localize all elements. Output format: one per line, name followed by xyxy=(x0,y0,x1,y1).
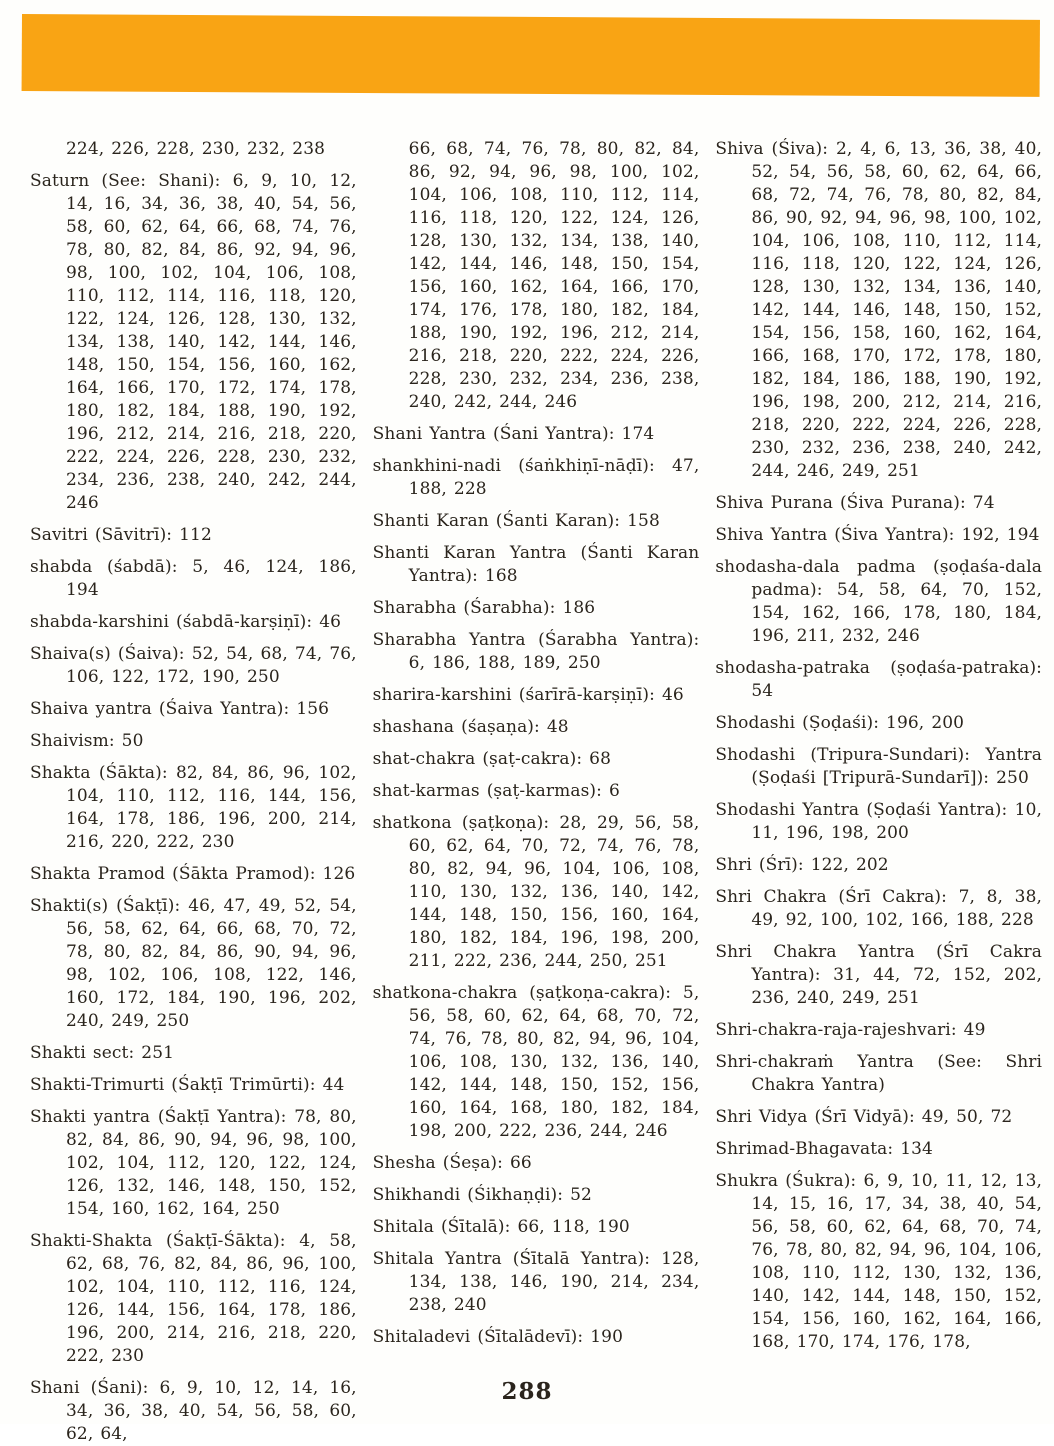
index-entry: sharira-karshini (śarīrā-karṣiṇī): 46 xyxy=(372,685,684,705)
index-entry: shatkona-chakra (ṣaṭkoṇa-cakra): 5, 56, 58, 60, 62, 64, 68, 70, 72, 74, 76, 78, 80, 82, 94, 96, 104, 106, 108, 130, 132, 136, 140, 142, 144, 148, 150, 152, 156, 160, 164, 168, 180, 182, 184, 198, 200, 222, 236, 244, 246 xyxy=(372,983,700,1141)
index-entry: Shanti Karan (Śanti Karan): 158 xyxy=(372,511,660,531)
index-entry: 224, 226, 228, 230, 232, 238 xyxy=(66,139,326,159)
index-entry: Shakti-Trimurti (Śakṭī Trimūrti): 44 xyxy=(30,1075,345,1095)
index-entry: Shrimad-Bhagavata: 134 xyxy=(715,1139,933,1159)
index-entry: Shodashi Yantra (Ṣoḍaśi Yantra): 10, 11, 196, 198, 200 xyxy=(715,800,1043,843)
index-entry: Shaivism: 50 xyxy=(30,731,144,751)
index-entry: Shodashi (Ṣoḍaśi): 196, 200 xyxy=(715,713,965,733)
index-entry: Shodashi (Tripura-Sundari): Yantra (Ṣoḍaśi [Tripurā-Sundarī]): 250 xyxy=(715,745,1043,788)
index-column-1 xyxy=(30,138,357,1444)
index-entry: Shakti-Shakta (Śakṭī-Śākta): 4, 58, 62, 68, 76, 82, 84, 86, 96, 100, 102, 104, 110, 112, 116, 124, 126, 144, 156, 164, 178, 186, 196, 200, 214, 216, 218, 220, 222, 230 xyxy=(30,1231,357,1366)
index-entry: Shaiva(s) (Śaiva): 52, 54, 68, 74, 76, 106, 122, 172, 190, 250 xyxy=(30,644,357,687)
index-entry: shankhini-nadi (śaṅkhiṇī-nāḍī): 47, 188, 228 xyxy=(372,456,700,499)
index-entry: Shitala (Śītalā): 66, 118, 190 xyxy=(372,1217,630,1237)
index-entry: Shakta Pramod (Śākta Pramod): 126 xyxy=(30,864,356,884)
index-entry: Shani (Śani): 6, 9, 10, 12, 14, 16, 34, 36, 38, 40, 54, 56, 58, 60, 62, 64, xyxy=(30,1378,357,1444)
index-entry: Shitaladevi (Śītalādevī): 190 xyxy=(372,1327,623,1347)
index-entry: shat-karmas (ṣaṭ-karmas): 6 xyxy=(372,781,620,801)
index-entry: Shanti Karan Yantra (Śanti Karan Yantra): 168 xyxy=(372,543,700,586)
index-entry: Shaiva yantra (Śaiva Yantra): 156 xyxy=(30,699,330,719)
index-entry: Shakta (Śākta): 82, 84, 86, 96, 102, 104, 110, 112, 116, 144, 156, 164, 178, 186, 196, 200, 214, 216, 220, 222, 230 xyxy=(30,763,357,852)
index-entry: Shri Chakra (Śrī Cakra): 7, 8, 38, 49, 92, 100, 102, 166, 188, 228 xyxy=(715,887,1043,930)
index-entry: shodasha-patraka (ṣoḍaśa-patraka): 54 xyxy=(715,658,1043,701)
index-entry: Shakti sect: 251 xyxy=(30,1043,175,1063)
index-entry: Shri-chakra-raja-rajeshvari: 49 xyxy=(715,1020,986,1040)
index-entry: shatkona (ṣaṭkoṇa): 28, 29, 56, 58, 60, 62, 64, 70, 72, 74, 76, 78, 80, 82, 94, 96, 104, 106, 108, 110, 130, 132, 136, 140, 142, 144, 148, 150, 156, 160, 164, 180, 182, 184, 196, 198, 200, 211, 222, 236, 244, 250, 251 xyxy=(372,813,700,971)
index-entry: shabda (śabdā): 5, 46, 124, 186, 194 xyxy=(30,557,357,600)
index-entry: Shesha (Śeṣa): 66 xyxy=(372,1153,532,1173)
index-entry: shodasha-dala padma (ṣoḍaśa-dala padma): 54, 58, 64, 70, 152, 154, 162, 166, 178, 180, 184, 196, 211, 232, 246 xyxy=(715,557,1043,646)
page-number: 288 xyxy=(501,1378,553,1405)
index-entry: Shri Chakra Yantra (Śrī Cakra Yantra): 31, 44, 72, 152, 202, 236, 240, 249, 251 xyxy=(715,942,1043,1008)
index-entry: 66, 68, 74, 76, 78, 80, 82, 84, 86, 92, 94, 96, 98, 100, 102, 104, 106, 108, 110, 112, 114, 116, 118, 120, 122, 124, 126, 128, 130, 132, 134, 138, 140, 142, 144, 146, 148, 150, 154, 156, 160, 162, 164, 166, 170, 174, 176, 178, 180, 182, 184, 188, 190, 192, 196, 212, 214, 216, 218, 220, 222, 224, 226, 228, 230, 232, 234, 236, 238, 240, 242, 244, 246 xyxy=(408,139,700,412)
index-entry: Shiva Yantra (Śiva Yantra): 192, 194 xyxy=(715,525,1040,545)
index-entry: Shakti(s) (Śakṭī): 46, 47, 49, 52, 54, 56, 58, 62, 64, 66, 68, 70, 72, 78, 80, 82, 84, 86, 90, 94, 96, 98, 102, 106, 108, 122, 146, 160, 172, 184, 190, 196, 202, 240, 249, 250 xyxy=(30,896,357,1031)
index-entry: Shikhandi (Śikhaṇḍi): 52 xyxy=(372,1185,592,1205)
index-entry: Saturn (See: Shani): 6, 9, 10, 12, 14, 16, 34, 36, 38, 40, 54, 56, 58, 60, 62, 64, 66, 68, 74, 76, 78, 80, 82, 84, 86, 92, 94, 96, 98, 100, 102, 104, 106, 108, 110, 112, 114, 116, 118, 120, 122, 124, 126, 128, 130, 132, 134, 138, 140, 142, 144, 146, 148, 150, 154, 156, 160, 162, 164, 166, 170, 172, 174, 178, 180, 182, 184, 188, 190, 192, 196, 212, 214, 216, 218, 220, 222, 224, 226, 228, 230, 232, 234, 236, 238, 240, 242, 244, 246 xyxy=(30,171,357,513)
index-entry: Shri Vidya (Śrī Vidyā): 49, 50, 72 xyxy=(715,1107,1013,1127)
index-entry: Shakti yantra (Śakṭī Yantra): 78, 80, 82, 84, 86, 90, 94, 96, 98, 100, 102, 104, 112, 120, 122, 124, 126, 132, 146, 148, 150, 152, 154, 160, 162, 164, 250 xyxy=(30,1107,357,1219)
index-column-2 xyxy=(373,138,700,1363)
index-entry: Shri (Śrī): 122, 202 xyxy=(715,855,889,875)
index-entry: Shiva Purana (Śiva Purana): 74 xyxy=(715,493,995,513)
index-entry: Shitala Yantra (Śītalā Yantra): 128, 134, 138, 146, 190, 214, 234, 238, 240 xyxy=(372,1249,700,1315)
index-entry: Shukra (Śukra): 6, 9, 10, 11, 12, 13, 14, 15, 16, 17, 34, 38, 40, 54, 56, 58, 60, 62, 64, 68, 70, 74, 76, 78, 80, 82, 94, 96, 104, 106, 108, 110, 112, 130, 132, 136, 140, 142, 144, 148, 150, 152, 154, 156, 160, 162, 164, 166, 168, 170, 174, 176, 178, xyxy=(715,1171,1043,1352)
index-entry: Shri-chakraṁ Yantra (See: Shri Chakra Yantra) xyxy=(715,1052,1043,1095)
index-entry: shashana (śaṣaṇa): 48 xyxy=(372,717,569,737)
index-entry: shat-chakra (ṣaṭ-cakra): 68 xyxy=(372,749,612,769)
index-column-3 xyxy=(715,138,1042,1363)
index-entry: Sharabha (Śarabha): 186 xyxy=(372,598,596,618)
index-entry: Savitri (Sāvitrī): 112 xyxy=(30,525,212,545)
index-entry: shabda-karshini (śabdā-karṣiṇī): 46 xyxy=(30,612,342,632)
top-banner xyxy=(22,14,1040,97)
index-entry: Sharabha Yantra (Śarabha Yantra): 6, 186, 188, 189, 250 xyxy=(372,630,700,673)
index-entry: Shiva (Śiva): 2, 4, 6, 13, 36, 38, 40, 52, 54, 56, 58, 60, 62, 64, 66, 68, 72, 74, 76, 78, 80, 82, 84, 86, 90, 92, 94, 96, 98, 100, 102, 104, 106, 108, 110, 112, 114, 116, 118, 120, 122, 124, 126, 128, 130, 132, 134, 136, 140, 142, 144, 146, 148, 150, 152, 154, 156, 158, 160, 162, 164, 166, 168, 170, 172, 178, 180, 182, 184, 186, 188, 190, 192, 196, 198, 200, 212, 214, 216, 218, 220, 222, 224, 226, 228, 230, 232, 236, 238, 240, 242, 244, 246, 249, 251 xyxy=(715,139,1043,481)
index-entry: Shani Yantra (Śani Yantra): 174 xyxy=(372,424,655,444)
